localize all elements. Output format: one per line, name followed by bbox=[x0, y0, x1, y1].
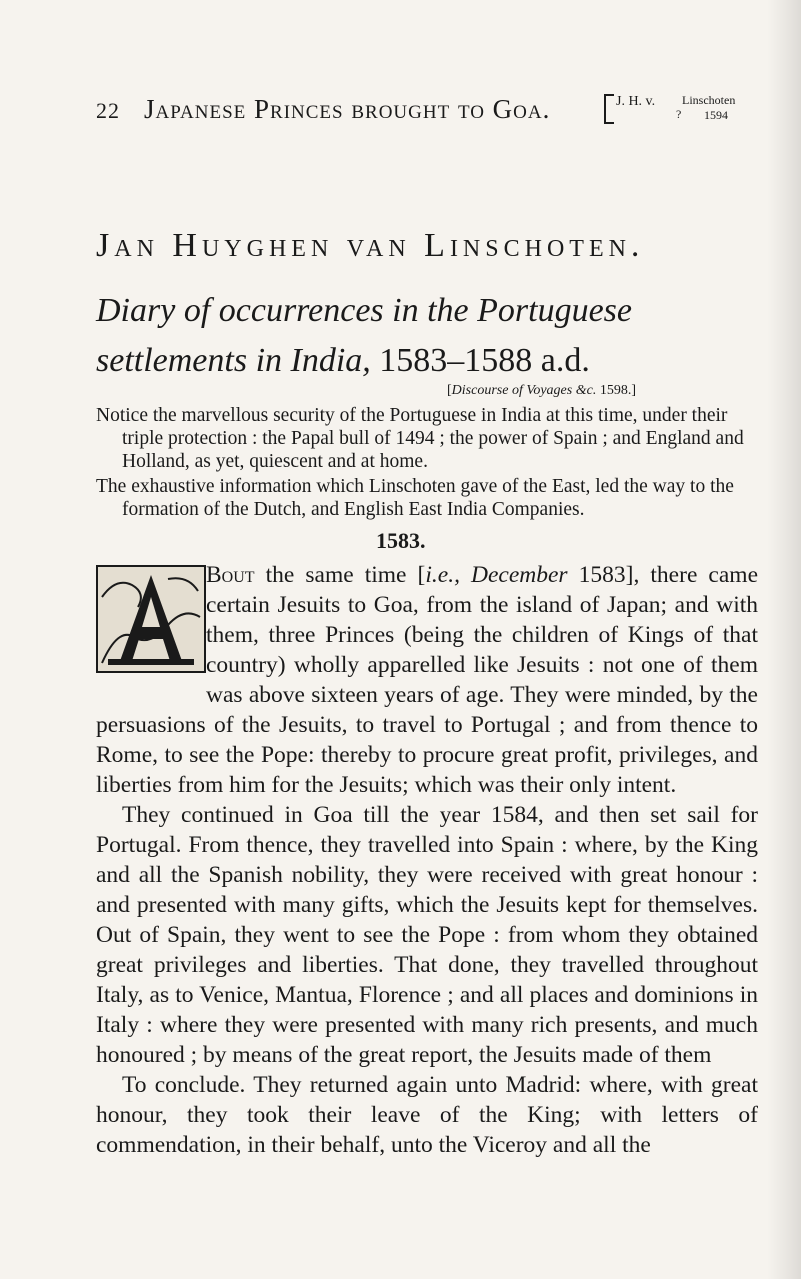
body-paragraph: To conclude. They returned again unto Madrid: where, with great honour, they took their leave of the King; with letters of commendation, in their behalf, unto the Viceroy and all the bbox=[96, 1072, 758, 1158]
header-reference bbox=[604, 92, 736, 126]
chapter-subtitle bbox=[96, 286, 736, 386]
para1-text1: the same time [ bbox=[254, 562, 426, 588]
bracket-icon bbox=[604, 94, 614, 124]
subtitle-dates: 1583–1588 a.d. bbox=[379, 342, 590, 379]
lead-word: Bout bbox=[206, 562, 255, 588]
reference-year: 1594 bbox=[704, 108, 728, 122]
reference-author: J. H. v. bbox=[616, 94, 656, 109]
para1-text2: 1583], there came certain Jesuits to Goa, from the island of Japan; and with them, three Princes (being the children of Kings of that country) wholly apparelled like Jesuits : not one of them was above sixteen years of age. They were minded, by the persuasions of the Jesuits, to travel to Portugal ; and from thence to Rome, to see the Pope: thereby to procure great profit, privileges, and liberties from him for the Jesuits; which was their only intent. bbox=[96, 562, 758, 798]
running-header bbox=[96, 92, 756, 132]
note-paragraph: The exhaustive information which Linschoten gave of the East, led the way to the formation of the Dutch, and English East India Companies. bbox=[96, 476, 734, 520]
body-text bbox=[96, 560, 758, 1160]
initial-spacer bbox=[96, 560, 206, 708]
source-reference: [Discourse of Voyages &c. 1598.] bbox=[447, 383, 636, 398]
year-heading: 1583. bbox=[376, 528, 426, 553]
body-paragraph: They continued in Goa till the year 1584, and then set sail for Portugal. From thence, they travelled into Spain : where, by the King and all the Spanish nobility, they were received with great honour : and presented with many gifts, which the Jesuits kept for themselves. Out of Spain, they went to see the Pope : from whom they obtained great privileges and liberties. That done, they travelled throughout Italy, as to Venice, Mantua, Florence ; and all places and dominions in Italy : where they were presented with many rich presents, and much honoured ; by means of the great report, the Jesuits made of them bbox=[96, 802, 758, 1068]
note-paragraph: Notice the marvellous security of the Portuguese in India at this time, under their triple protection : the Papal bull of 1494 ; the power of Spain ; and England and Holland, as yet, quiescent and at home. bbox=[96, 405, 744, 472]
page-number: 22 bbox=[96, 98, 120, 123]
source-title: Discourse of Voyages &c. bbox=[451, 383, 597, 398]
source-year: 1598. bbox=[599, 383, 632, 398]
reference-name: Linschoten bbox=[682, 93, 736, 107]
subtitle-text: Diary of occurrences in the Portuguese settlements in India, bbox=[96, 292, 632, 379]
page-edge-shadow bbox=[767, 0, 801, 1279]
running-title: Japanese Princes brought to Goa. bbox=[144, 94, 551, 124]
para1-ie: i.e., bbox=[425, 562, 460, 588]
reference-separator: ? bbox=[676, 107, 682, 121]
chapter-title: Jan Huyghen van Linschoten. bbox=[96, 227, 645, 264]
para1-date: December bbox=[459, 562, 568, 588]
editorial-notes bbox=[96, 404, 758, 523]
